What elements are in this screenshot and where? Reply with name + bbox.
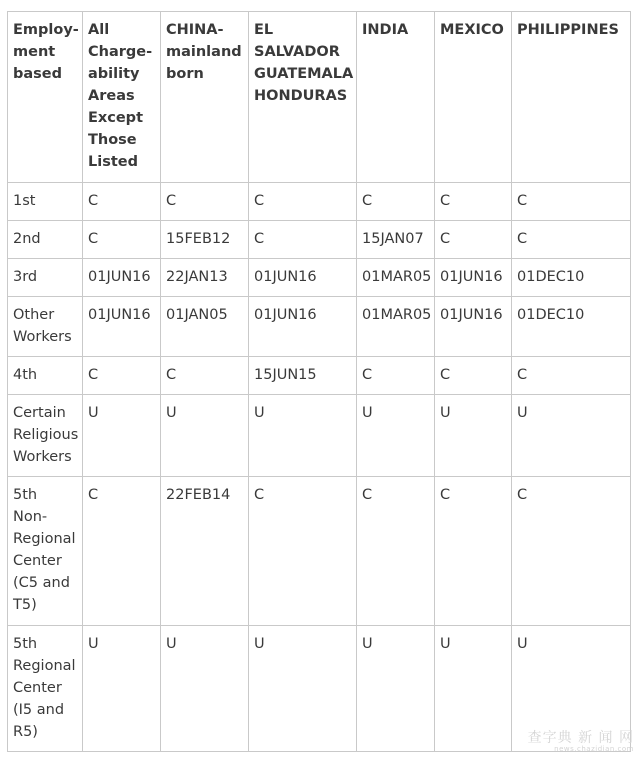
row-category-cell: Other Workers <box>8 297 83 357</box>
date-cell: C <box>161 357 249 395</box>
date-cell: C <box>512 221 631 259</box>
watermark-main: 查字典 新 闻 网 <box>527 730 634 746</box>
date-cell: U <box>435 626 512 752</box>
date-cell: C <box>435 357 512 395</box>
date-cell: C <box>83 477 161 626</box>
date-cell: 15FEB12 <box>161 221 249 259</box>
date-cell: U <box>161 395 249 477</box>
date-cell: 15JAN07 <box>357 221 435 259</box>
table-row <box>8 259 631 297</box>
date-cell: 01MAR05 <box>357 297 435 357</box>
table-row <box>8 477 631 626</box>
table-row <box>8 357 631 395</box>
header-india: INDIA <box>357 12 435 183</box>
date-cell: 01DEC10 <box>512 297 631 357</box>
header-row <box>8 12 631 183</box>
header-philippines: PHILIPPINES <box>512 12 631 183</box>
date-cell: 22FEB14 <box>161 477 249 626</box>
header-all-chargeability: All Charge- ability Areas Except Those Listed <box>83 12 161 183</box>
header-employment-based: Employ- ment based <box>8 12 83 183</box>
date-cell: C <box>83 183 161 221</box>
date-cell: U <box>357 626 435 752</box>
date-cell: 01MAR05 <box>357 259 435 297</box>
table-row <box>8 395 631 477</box>
date-cell: C <box>435 183 512 221</box>
date-cell: C <box>357 477 435 626</box>
date-cell: 01JAN05 <box>161 297 249 357</box>
date-cell: U <box>512 626 631 752</box>
date-cell: C <box>83 221 161 259</box>
date-cell: 22JAN13 <box>161 259 249 297</box>
date-cell: C <box>435 477 512 626</box>
date-cell: C <box>161 183 249 221</box>
date-cell: U <box>435 395 512 477</box>
row-category-cell: 5th Non- Regional Center (C5 and T5) <box>8 477 83 626</box>
date-cell: C <box>249 183 357 221</box>
date-cell: C <box>512 477 631 626</box>
date-cell: U <box>83 395 161 477</box>
row-category-cell: Certain Religious Workers <box>8 395 83 477</box>
date-cell: U <box>161 626 249 752</box>
table-body <box>8 183 631 752</box>
table-row <box>8 297 631 357</box>
row-category-cell: 4th <box>8 357 83 395</box>
date-cell: C <box>357 357 435 395</box>
table-row <box>8 183 631 221</box>
date-cell: C <box>249 477 357 626</box>
row-category-cell: 2nd <box>8 221 83 259</box>
date-cell: C <box>512 357 631 395</box>
date-cell: U <box>83 626 161 752</box>
date-cell: U <box>357 395 435 477</box>
date-cell: 01JUN16 <box>83 297 161 357</box>
date-cell: 01DEC10 <box>512 259 631 297</box>
date-cell: U <box>249 395 357 477</box>
watermark-url: news.chazidian.com <box>554 745 634 753</box>
date-cell: U <box>512 395 631 477</box>
date-cell: 01JUN16 <box>435 259 512 297</box>
row-category-cell: 1st <box>8 183 83 221</box>
date-cell: C <box>435 221 512 259</box>
date-cell: C <box>83 357 161 395</box>
date-cell: U <box>249 626 357 752</box>
date-cell: 01JUN16 <box>249 259 357 297</box>
date-cell: C <box>357 183 435 221</box>
visa-bulletin-table <box>7 11 631 752</box>
row-category-cell: 3rd <box>8 259 83 297</box>
date-cell: 15JUN15 <box>249 357 357 395</box>
date-cell: 01JUN16 <box>249 297 357 357</box>
date-cell: 01JUN16 <box>435 297 512 357</box>
watermark-logo <box>528 731 634 754</box>
date-cell: C <box>512 183 631 221</box>
header-mexico: MEXICO <box>435 12 512 183</box>
header-china: CHINA- mainland born <box>161 12 249 183</box>
table-row <box>8 221 631 259</box>
date-cell: C <box>249 221 357 259</box>
date-cell: 01JUN16 <box>83 259 161 297</box>
header-central-america: EL SALVADOR GUATEMALA HONDURAS <box>249 12 357 183</box>
row-category-cell: 5th Regional Center (I5 and R5) <box>8 626 83 752</box>
